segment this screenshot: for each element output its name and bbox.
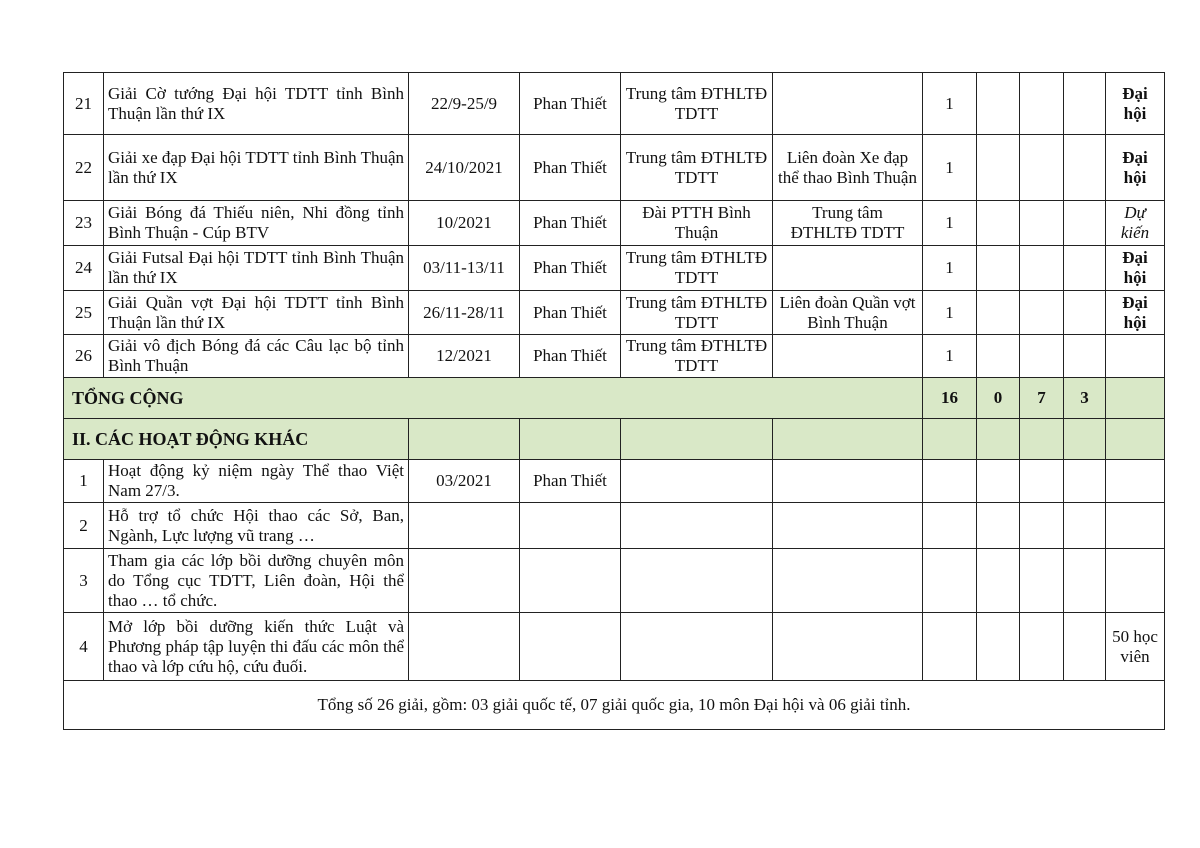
- empty-cell: [977, 201, 1020, 246]
- empty-cell: [1020, 549, 1064, 613]
- empty-cell: [1020, 613, 1064, 681]
- empty-cell: [923, 549, 977, 613]
- empty-cell: [1020, 135, 1064, 201]
- empty-cell: [1020, 335, 1064, 378]
- empty-cell: [773, 503, 923, 549]
- empty-cell: [1064, 246, 1106, 291]
- footer-row: [64, 681, 1165, 730]
- event-place: Phan Thiết: [520, 335, 621, 378]
- event-note: Đại hội: [1106, 246, 1165, 291]
- empty-cell: [977, 246, 1020, 291]
- row-number: 3: [64, 549, 104, 613]
- activity-place: [520, 549, 621, 613]
- empty-cell: [1064, 549, 1106, 613]
- table-row: [64, 460, 1165, 503]
- coorganizer: [773, 246, 923, 291]
- row-number: 2: [64, 503, 104, 549]
- empty-cell: [923, 460, 977, 503]
- table-row: [64, 549, 1165, 613]
- empty-cell: [1106, 419, 1165, 460]
- row-number: 1: [64, 460, 104, 503]
- event-count: 1: [923, 246, 977, 291]
- empty-cell: [1064, 419, 1106, 460]
- total-row: [64, 378, 1165, 419]
- event-count: 1: [923, 335, 977, 378]
- empty-cell: [977, 73, 1020, 135]
- empty-cell: [977, 419, 1020, 460]
- coorganizer: Liên đoàn Xe đạp thể thao Bình Thuận: [773, 135, 923, 201]
- activity-place: [520, 613, 621, 681]
- empty-cell: [621, 419, 773, 460]
- event-time: 26/11-28/11: [409, 291, 520, 335]
- activity-name: Hỗ trợ tổ chức Hội thao các Sở, Ban, Ngành, Lực lượng vũ trang …: [104, 503, 409, 549]
- table-row: [64, 503, 1165, 549]
- activity-name: Mở lớp bồi dưỡng kiến thức Luật và Phương pháp tập luyện thi đấu các môn thể thao và lớp cứu hộ, cứu đuối.: [104, 613, 409, 681]
- empty-cell: [1020, 460, 1064, 503]
- row-number: 25: [64, 291, 104, 335]
- empty-cell: [1064, 135, 1106, 201]
- activity-time: [409, 549, 520, 613]
- activity-note: [1106, 503, 1165, 549]
- empty-cell: [621, 549, 773, 613]
- empty-cell: [977, 503, 1020, 549]
- empty-cell: [773, 613, 923, 681]
- activity-place: Phan Thiết: [520, 460, 621, 503]
- event-time: 22/9-25/9: [409, 73, 520, 135]
- empty-cell: [923, 613, 977, 681]
- schedule-table: [63, 72, 1165, 730]
- total-value: 0: [977, 378, 1020, 419]
- activity-place: [520, 503, 621, 549]
- event-name: Giải Bóng đá Thiếu niên, Nhi đồng tỉnh Bình Thuận - Cúp BTV: [104, 201, 409, 246]
- organizer: Trung tâm ĐTHLTĐ TDTT: [621, 73, 773, 135]
- table-row: [64, 291, 1165, 335]
- organizer: Trung tâm ĐTHLTĐ TDTT: [621, 291, 773, 335]
- event-note: Đại hội: [1106, 135, 1165, 201]
- empty-cell: [977, 291, 1020, 335]
- event-name: Giải xe đạp Đại hội TDTT tỉnh Bình Thuận lần thứ IX: [104, 135, 409, 201]
- event-time: 12/2021: [409, 335, 520, 378]
- total-value: 7: [1020, 378, 1064, 419]
- event-time: 10/2021: [409, 201, 520, 246]
- empty-cell: [1020, 73, 1064, 135]
- coorganizer: Trung tâm ĐTHLTĐ TDTT: [773, 201, 923, 246]
- empty-cell: [1020, 246, 1064, 291]
- empty-cell: [1020, 503, 1064, 549]
- empty-cell: [520, 419, 621, 460]
- empty-cell: [977, 135, 1020, 201]
- empty-cell: [977, 549, 1020, 613]
- table-row: [64, 335, 1165, 378]
- table-row: [64, 613, 1165, 681]
- empty-cell: [1064, 335, 1106, 378]
- organizer: Đài PTTH Bình Thuận: [621, 201, 773, 246]
- empty-cell: [773, 549, 923, 613]
- event-place: Phan Thiết: [520, 73, 621, 135]
- activity-time: [409, 613, 520, 681]
- section-title: II. CÁC HOẠT ĐỘNG KHÁC: [64, 419, 409, 460]
- row-number: 24: [64, 246, 104, 291]
- event-note: Đại hội: [1106, 73, 1165, 135]
- empty-cell: [621, 503, 773, 549]
- event-place: Phan Thiết: [520, 201, 621, 246]
- event-count: 1: [923, 73, 977, 135]
- event-count: 1: [923, 291, 977, 335]
- activity-note: [1106, 460, 1165, 503]
- empty-cell: [977, 460, 1020, 503]
- event-note: Dự kiến: [1106, 201, 1165, 246]
- empty-cell: [1064, 201, 1106, 246]
- empty-cell: [1064, 291, 1106, 335]
- row-number: 21: [64, 73, 104, 135]
- organizer: Trung tâm ĐTHLTĐ TDTT: [621, 135, 773, 201]
- event-time: 24/10/2021: [409, 135, 520, 201]
- event-name: Giải vô địch Bóng đá các Câu lạc bộ tỉnh Bình Thuận: [104, 335, 409, 378]
- row-number: 4: [64, 613, 104, 681]
- empty-cell: [923, 419, 977, 460]
- row-number: 26: [64, 335, 104, 378]
- event-count: 1: [923, 135, 977, 201]
- event-count: 1: [923, 201, 977, 246]
- table-row: [64, 135, 1165, 201]
- row-number: 23: [64, 201, 104, 246]
- empty-cell: [977, 613, 1020, 681]
- section-header-row: [64, 419, 1165, 460]
- event-note: Đại hội: [1106, 291, 1165, 335]
- empty-cell: [923, 503, 977, 549]
- event-name: Giải Cờ tướng Đại hội TDTT tỉnh Bình Thuận lần thứ IX: [104, 73, 409, 135]
- event-name: Giải Quần vợt Đại hội TDTT tỉnh Bình Thuận lần thứ IX: [104, 291, 409, 335]
- event-time: 03/11-13/11: [409, 246, 520, 291]
- empty-cell: [773, 419, 923, 460]
- activity-time: 03/2021: [409, 460, 520, 503]
- total-value: 3: [1064, 378, 1106, 419]
- coorganizer: [773, 73, 923, 135]
- table-row: [64, 201, 1165, 246]
- total-value: 16: [923, 378, 977, 419]
- empty-cell: [1020, 419, 1064, 460]
- empty-cell: [1020, 201, 1064, 246]
- activity-time: [409, 503, 520, 549]
- event-place: Phan Thiết: [520, 246, 621, 291]
- event-place: Phan Thiết: [520, 291, 621, 335]
- empty-cell: [621, 613, 773, 681]
- organizer: Trung tâm ĐTHLTĐ TDTT: [621, 335, 773, 378]
- coorganizer: [773, 335, 923, 378]
- table-row: [64, 246, 1165, 291]
- row-number: 22: [64, 135, 104, 201]
- activity-note: [1106, 549, 1165, 613]
- activity-name: Tham gia các lớp bồi dưỡng chuyên môn do Tổng cục TDTT, Liên đoàn, Hội thể thao … tổ chức.: [104, 549, 409, 613]
- activity-name: Hoạt động kỷ niệm ngày Thể thao Việt Nam 27/3.: [104, 460, 409, 503]
- empty-cell: [773, 460, 923, 503]
- summary-text: Tổng số 26 giải, gồm: 03 giải quốc tế, 07 giải quốc gia, 10 môn Đại hội và 06 giải tỉnh.: [64, 681, 1165, 730]
- organizer: Trung tâm ĐTHLTĐ TDTT: [621, 246, 773, 291]
- table-row: [64, 73, 1165, 135]
- activity-note: 50 học viên: [1106, 613, 1165, 681]
- empty-cell: [409, 419, 520, 460]
- empty-cell: [621, 460, 773, 503]
- empty-cell: [1064, 73, 1106, 135]
- empty-cell: [1064, 460, 1106, 503]
- empty-cell: [977, 335, 1020, 378]
- total-label: TỔNG CỘNG: [64, 378, 923, 419]
- empty-cell: [1064, 503, 1106, 549]
- event-name: Giải Futsal Đại hội TDTT tỉnh Bình Thuận lần thứ IX: [104, 246, 409, 291]
- event-place: Phan Thiết: [520, 135, 621, 201]
- empty-cell: [1106, 378, 1165, 419]
- empty-cell: [1020, 291, 1064, 335]
- event-note: [1106, 335, 1165, 378]
- empty-cell: [1064, 613, 1106, 681]
- coorganizer: Liên đoàn Quần vợt Bình Thuận: [773, 291, 923, 335]
